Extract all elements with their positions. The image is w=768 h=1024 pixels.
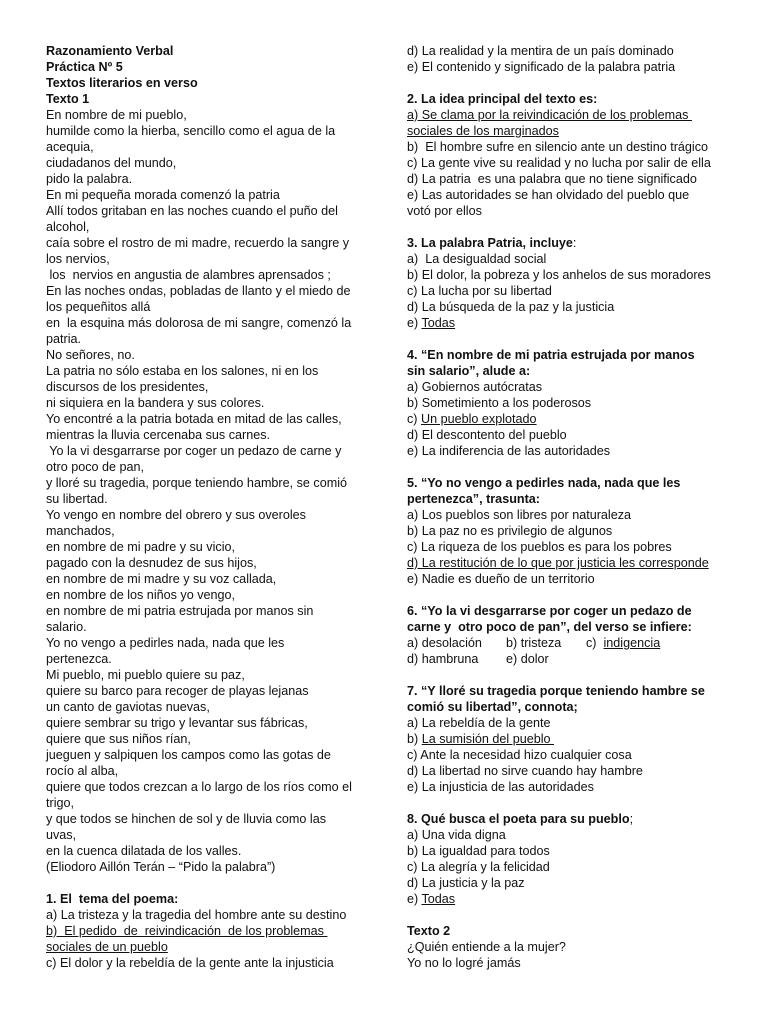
poem-line: en nombre de mi patria estrujada por manos sin: [46, 604, 314, 618]
poem-line: Mi pueblo, mi pueblo quiere su paz,: [46, 668, 245, 682]
options-row-1: [407, 635, 727, 651]
poem-line: Yo encontré a la patria botada en mitad de las calles,: [46, 412, 342, 426]
poem-line: En nombre de mi pueblo,: [46, 108, 187, 122]
poem-line: en la cuenca dilatada de los valles.: [46, 844, 242, 858]
option-e-prefix: e): [407, 316, 422, 330]
poem-line: un canto de gaviotas nuevas,: [46, 700, 210, 714]
option-e: e) Las autoridades se han olvidado del pueblo que: [407, 188, 690, 202]
option-a: a) La desigualdad social: [407, 252, 547, 266]
option-b: b) tristeza: [506, 636, 562, 650]
question-stem: 2. La idea principal del texto es:: [407, 92, 598, 106]
poem-text: [46, 107, 366, 875]
option-a: a) La tristeza y la tragedia del hombre ante su destino: [46, 908, 347, 922]
poem-line: trigo,: [46, 796, 74, 810]
poem-line: los nervios en angustia de alambres aprensados ;: [46, 268, 331, 282]
poem-line: uvas,: [46, 828, 77, 842]
option-c: c) El dolor y la rebeldía de la gente ante la injusticia: [46, 956, 334, 970]
poem-line: quiere que sus niños rían,: [46, 732, 191, 746]
question-stem: 7. “Y lloré su tragedia porque teniendo hambre se: [407, 684, 705, 698]
option-c: c) Ante la necesidad hizo cualquier cosa: [407, 748, 632, 762]
poem-line: alcohol,: [46, 220, 90, 234]
option-b: b) La paz no es privilegio de algunos: [407, 524, 613, 538]
right-column: [407, 43, 727, 971]
poem-line: La patria no sólo estaba en los salones, ni en los: [46, 364, 319, 378]
poem-line: discursos de los presidentes,: [46, 380, 209, 394]
option-d: d) La justicia y la paz: [407, 876, 525, 890]
poem-line: En las noches ondas, pobladas de llanto y el miedo de: [46, 284, 351, 298]
stem-suffix: :: [572, 236, 577, 250]
option-e: e) La injusticia de las autoridades: [407, 780, 594, 794]
options-row-2: [407, 651, 727, 667]
option-d: d) La patria es una palabra que no tiene significado: [407, 172, 697, 186]
option-e: e) El contenido y significado de la palabra patria: [407, 60, 676, 74]
poem-line: quiere su barco para recoger de playas lejanas: [46, 684, 309, 698]
question-stem-cont: sin salario”, alude a:: [407, 364, 531, 378]
option-c: c) La alegría y la felicidad: [407, 860, 550, 874]
question-3: [407, 235, 727, 331]
option-d: d) El descontento del pueblo: [407, 428, 567, 442]
option-e-line: [407, 891, 727, 907]
poem-line: en nombre de los niños yo vengo,: [46, 588, 236, 602]
option-d: d) La realidad y la mentira de un país dominado: [407, 44, 674, 58]
poem-line: pagado con la desnudez de sus hijos,: [46, 556, 257, 570]
poem-attribution: (Eliodoro Aillón Terán – “Pido la palabra”): [46, 860, 276, 874]
question-2: [407, 91, 727, 219]
question-stem: 8. Qué busca el poeta para su pueblo: [407, 812, 630, 826]
left-column: [46, 43, 366, 971]
poem-line: en nombre de mi madre y su voz callada,: [46, 572, 277, 586]
option-c-answer: Un pueblo explotado: [421, 412, 537, 426]
poem-line: manchados,: [46, 524, 115, 538]
poem-line: los nervios,: [46, 252, 110, 266]
texto2: [407, 923, 727, 971]
poem-line: Yo vengo en nombre del obrero y sus overoles: [46, 508, 306, 522]
poem-line: pertenezca.: [46, 652, 112, 666]
option-b-answer-cont: sociales de un pueblo: [46, 940, 168, 954]
poem-line: patria.: [46, 332, 82, 346]
question-6: [407, 603, 727, 667]
option-d-answer: d) La restitución de lo que por justicia les corresponde: [407, 556, 709, 570]
poem-line: y lloré su tragedia, porque teniendo hambre, se comió: [46, 476, 348, 490]
option-c-prefix: c): [407, 412, 421, 426]
poem-line: Yo no vengo a pedirles nada, nada que les: [46, 636, 285, 650]
poem-line: jueguen y salpiquen los campos como las gotas de: [46, 748, 331, 762]
poem-line: quiere que todos crezcan a lo largo de los ríos como el: [46, 780, 352, 794]
poem-line: No señores, no.: [46, 348, 135, 362]
option-a-answer-cont: sociales de los marginados: [407, 124, 559, 138]
option-b: b) La igualdad para todos: [407, 844, 550, 858]
option-b-prefix: b): [407, 732, 422, 746]
option-d: d) hambruna: [407, 652, 479, 666]
option-c: c) La riqueza de los pueblos es para los pobres: [407, 540, 672, 554]
question-stem: 1. El tema del poema:: [46, 892, 179, 906]
question-stem-cont: pertenezca”, trasunta:: [407, 492, 540, 506]
poem-line: Yo no lo logré jamás: [407, 956, 521, 970]
option-a: a) Gobiernos autócratas: [407, 380, 543, 394]
option-e: e) La indiferencia de las autoridades: [407, 444, 611, 458]
question-stem: 3. La palabra Patria, incluye: [407, 236, 573, 250]
option-a: a) La rebeldía de la gente: [407, 716, 551, 730]
option-b: b) El dolor, la pobreza y los anhelos de sus moradores: [407, 268, 711, 282]
question-4: [407, 347, 727, 459]
poem-line: otro poco de pan,: [46, 460, 145, 474]
option-c: c) La lucha por su libertad: [407, 284, 552, 298]
poem-line: caía sobre el rostro de mi madre, recuerdo la sangre y: [46, 236, 350, 250]
poem-line: y que todos se hinchen de sol y de lluvia como las: [46, 812, 327, 826]
poem-line: Yo la vi desgarrarse por coger un pedazo de carne y: [46, 444, 342, 458]
option-b-answer: b) El pedido de reivindicación de los problemas: [46, 924, 328, 938]
poem-line: su libertad.: [46, 492, 108, 506]
option-e: e) dolor: [506, 652, 549, 666]
doc-title: Razonamiento Verbal: [46, 44, 174, 58]
option-e-answer: Todas: [421, 892, 456, 906]
question-stem: 4. “En nombre de mi patria estrujada por manos: [407, 348, 695, 362]
texto1-title: Texto 1: [46, 92, 90, 106]
option-e: e) Nadie es dueño de un territorio: [407, 572, 595, 586]
question-7: [407, 683, 727, 795]
question-stem-line: [407, 811, 727, 827]
poem-line: en la esquina más dolorosa de mi sangre, comenzó la: [46, 316, 352, 330]
poem-line: ciudadanos del mundo,: [46, 156, 177, 170]
option-c-line: [407, 411, 727, 427]
option-d: d) La búsqueda de la paz y la justicia: [407, 300, 615, 314]
poem-line: rocío al alba,: [46, 764, 119, 778]
question-8: [407, 811, 727, 907]
option-e-cont: votó por ellos: [407, 204, 482, 218]
question-5: [407, 475, 727, 587]
question-stem-line: [407, 235, 727, 251]
question-stem: 5. “Yo no vengo a pedirles nada, nada que les: [407, 476, 681, 490]
option-a: a) Una vida digna: [407, 828, 506, 842]
option-c-prefix: c): [586, 636, 604, 650]
poem-line: acequia,: [46, 140, 94, 154]
poem-line: humilde como la hierba, sencillo como el agua de la: [46, 124, 336, 138]
option-e-answer: Todas: [421, 316, 456, 330]
section-subtitle: Textos literarios en verso: [46, 76, 198, 90]
poem-line: quiere sembrar su trigo y levantar sus fábricas,: [46, 716, 308, 730]
option-b-answer: La sumisión del pueblo: [421, 732, 555, 746]
question-1-cont: [407, 43, 727, 75]
option-b-line: [407, 731, 727, 747]
stem-suffix: ;: [629, 812, 634, 826]
option-b: b) Sometimiento a los poderosos: [407, 396, 592, 410]
option-d: d) La libertad no sirve cuando hay hambre: [407, 764, 643, 778]
poem-line: en nombre de mi padre y su vicio,: [46, 540, 235, 554]
practice-number: Práctica Nº 5: [46, 60, 123, 74]
question-1: [46, 891, 366, 971]
question-stem: 6. “Yo la vi desgarrarse por coger un pedazo de: [407, 604, 692, 618]
poem-line: los pequeñitos allá: [46, 300, 151, 314]
option-c: c) La gente vive su realidad y no lucha por salir de ella: [407, 156, 711, 170]
option-a: a) Los pueblos son libres por naturaleza: [407, 508, 632, 522]
poem-line: En mi pequeña morada comenzó la patria: [46, 188, 280, 202]
poem-line: ¿Quién entiende a la mujer?: [407, 940, 566, 954]
question-stem-cont: carne y otro poco de pan”, del verso se infiere:: [407, 620, 692, 634]
option-e-prefix: e): [407, 892, 422, 906]
poem-line: pido la palabra.: [46, 172, 133, 186]
poem-line: Allí todos gritaban en las noches cuando el puño del: [46, 204, 338, 218]
option-e-line: [407, 315, 727, 331]
option-a-answer: a) Se clama por la reivindicación de los problemas: [407, 108, 692, 122]
poem-line: salario.: [46, 620, 87, 634]
question-stem-cont: comió su libertad”, connota;: [407, 700, 578, 714]
option-c-answer: indigencia: [603, 636, 661, 650]
poem-line: ni siquiera en la bandera y sus colores.: [46, 396, 265, 410]
option-a: a) desolación: [407, 636, 482, 650]
texto2-title: Texto 2: [407, 924, 451, 938]
poem-line: mientras la lluvia cercenaba sus carnes.: [46, 428, 270, 442]
option-b: b) El hombre sufre en silencio ante un destino trágico: [407, 140, 709, 154]
